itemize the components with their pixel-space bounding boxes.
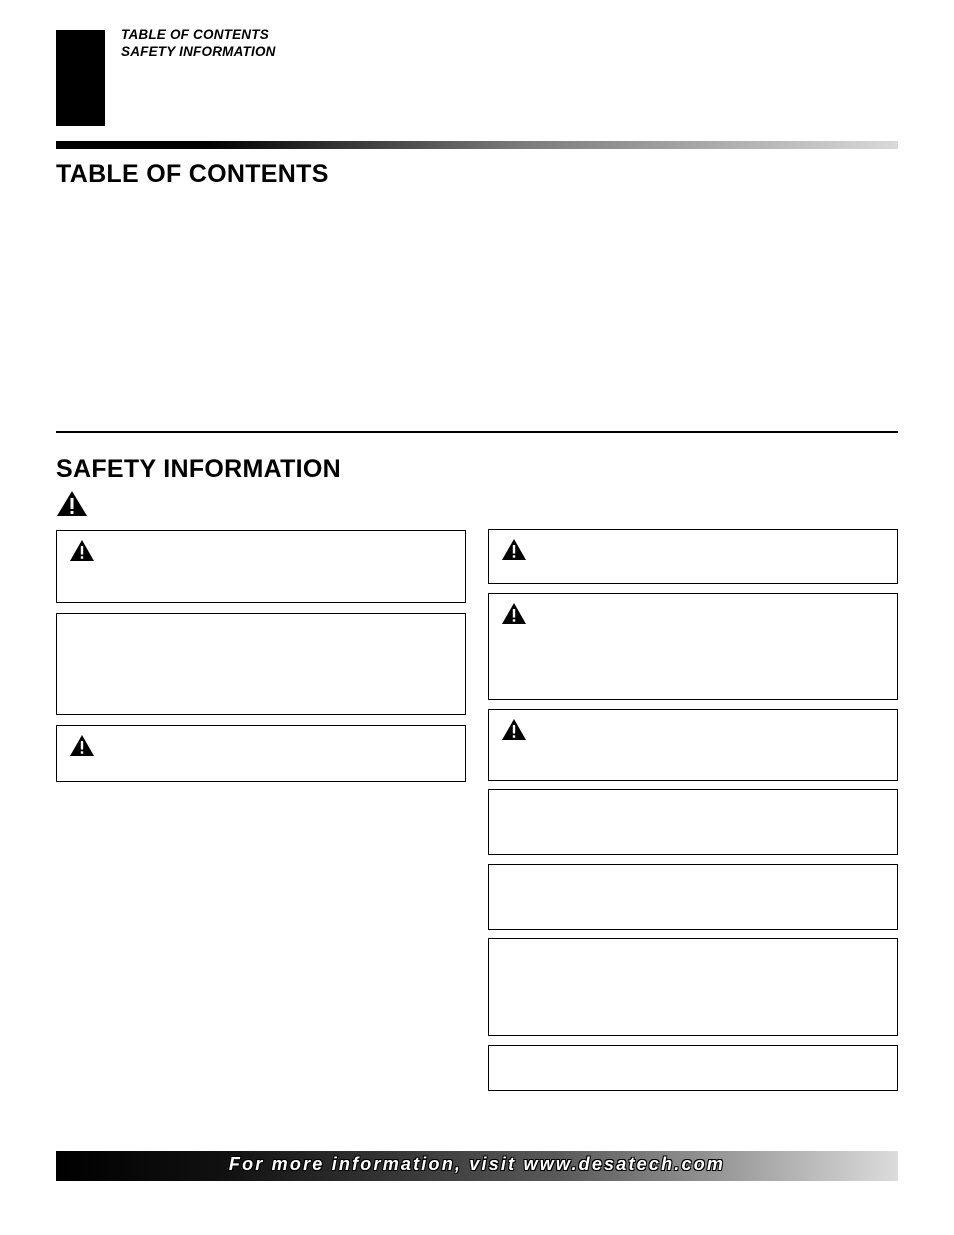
safety-title: SAFETY INFORMATION [56, 455, 342, 483]
warning-box-left-3 [56, 725, 466, 782]
warning-triangle-icon [69, 734, 95, 757]
footer-bar [56, 1151, 898, 1181]
warning-triangle-icon [501, 538, 527, 561]
warning-box-right-3 [488, 709, 898, 781]
notice-box-right-5 [488, 864, 898, 930]
notice-box-right-4 [488, 789, 898, 855]
warning-box-right-2 [488, 593, 898, 700]
warning-box-right-1 [488, 529, 898, 584]
warning-triangle-icon [69, 539, 95, 562]
toc-title: TABLE OF CONTENTS [56, 160, 329, 188]
section-tab [56, 30, 105, 126]
notice-box-left-2 [56, 613, 466, 715]
header-line-2: SAFETY INFORMATION [121, 44, 276, 59]
header-line-1: TABLE OF CONTENTS [121, 27, 269, 42]
warning-triangle-icon [501, 602, 527, 625]
notice-box-right-7 [488, 1045, 898, 1091]
footer-text: For more information, visit www.desatech.com [228, 1154, 726, 1174]
header-gradient-rule [56, 141, 898, 149]
section-divider [56, 431, 898, 433]
warning-box-left-1 [56, 530, 466, 603]
warning-triangle-icon [56, 489, 88, 518]
warning-triangle-icon [501, 718, 527, 741]
notice-box-right-6 [488, 938, 898, 1036]
